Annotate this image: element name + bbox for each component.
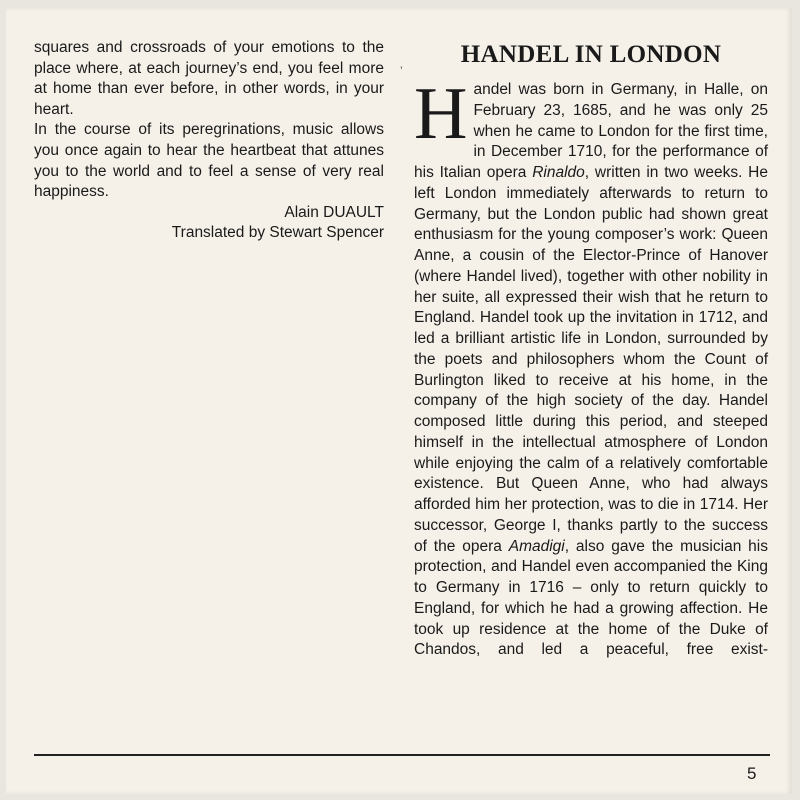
work-title-rinaldo: Rinaldo (532, 164, 585, 181)
translator-credit: Translated by Stewart Spencer (171, 224, 384, 242)
booklet-page (6, 8, 792, 794)
body-text-3: , also gave the musician his protection, and Handel even accompanied the King to Germany in 1716 – only to return quickly to England, for which he had a growing affection. He took up residence at the home of the Duke of Chandos, and led a peaceful, free exist- (414, 537, 768, 659)
closing-paragraph-2: In the course of its peregrinations, music allows you once again to hear the heartbeat that attunes you to the world and to feel a sense of very real happiness. (34, 121, 384, 201)
margin-mark: ’ (400, 64, 403, 78)
footer-rule (34, 754, 770, 756)
article-title: HANDEL IN LONDON (460, 41, 722, 68)
closing-paragraph-1: squares and crossroads of your emotions to the place where, at each journey’s end, you feel more at home than ever before, in other words, in your heart. (34, 39, 384, 118)
body-text-2: , written in two weeks. He left London immediately afterwards to return to Germany, but the London public had shown great enthusiasm for the young composer’s work: Queen Anne, a cousin of the Elector-Prince of Hanover (where Handel lived), together with other nobility in her suite, all expressed their wish that he return to England. Handel took up the invitation in 1712, and led a brilliant artistic life in London, surrounded by the poets and philosophers whom the Count of Burlington liked to receive at his home, in the company of the high society of the day. Handel composed little during this period, and steeped himself in the intellectual atmosphere of London while enjoying the calm of a relatively comfortable existence. But Queen Anne, who had always afforded him her protection, was to die in 1714. Her successor, George I, thanks partly to the success of the opera (414, 164, 768, 555)
right-column (414, 40, 768, 661)
work-title-amadigi: Amadigi (508, 537, 565, 555)
article-body (414, 73, 768, 661)
body-text-1: andel was born in Germany, in Halle, on February 23, 1685, and he was only 25 when he came to London for the first time, in December 1710, for the performance of his Italian opera (414, 81, 768, 181)
author-signature: Alain DUAULT (284, 203, 384, 221)
left-column (34, 38, 384, 244)
drop-cap: H (414, 73, 468, 155)
page-number: 5 (747, 764, 757, 783)
